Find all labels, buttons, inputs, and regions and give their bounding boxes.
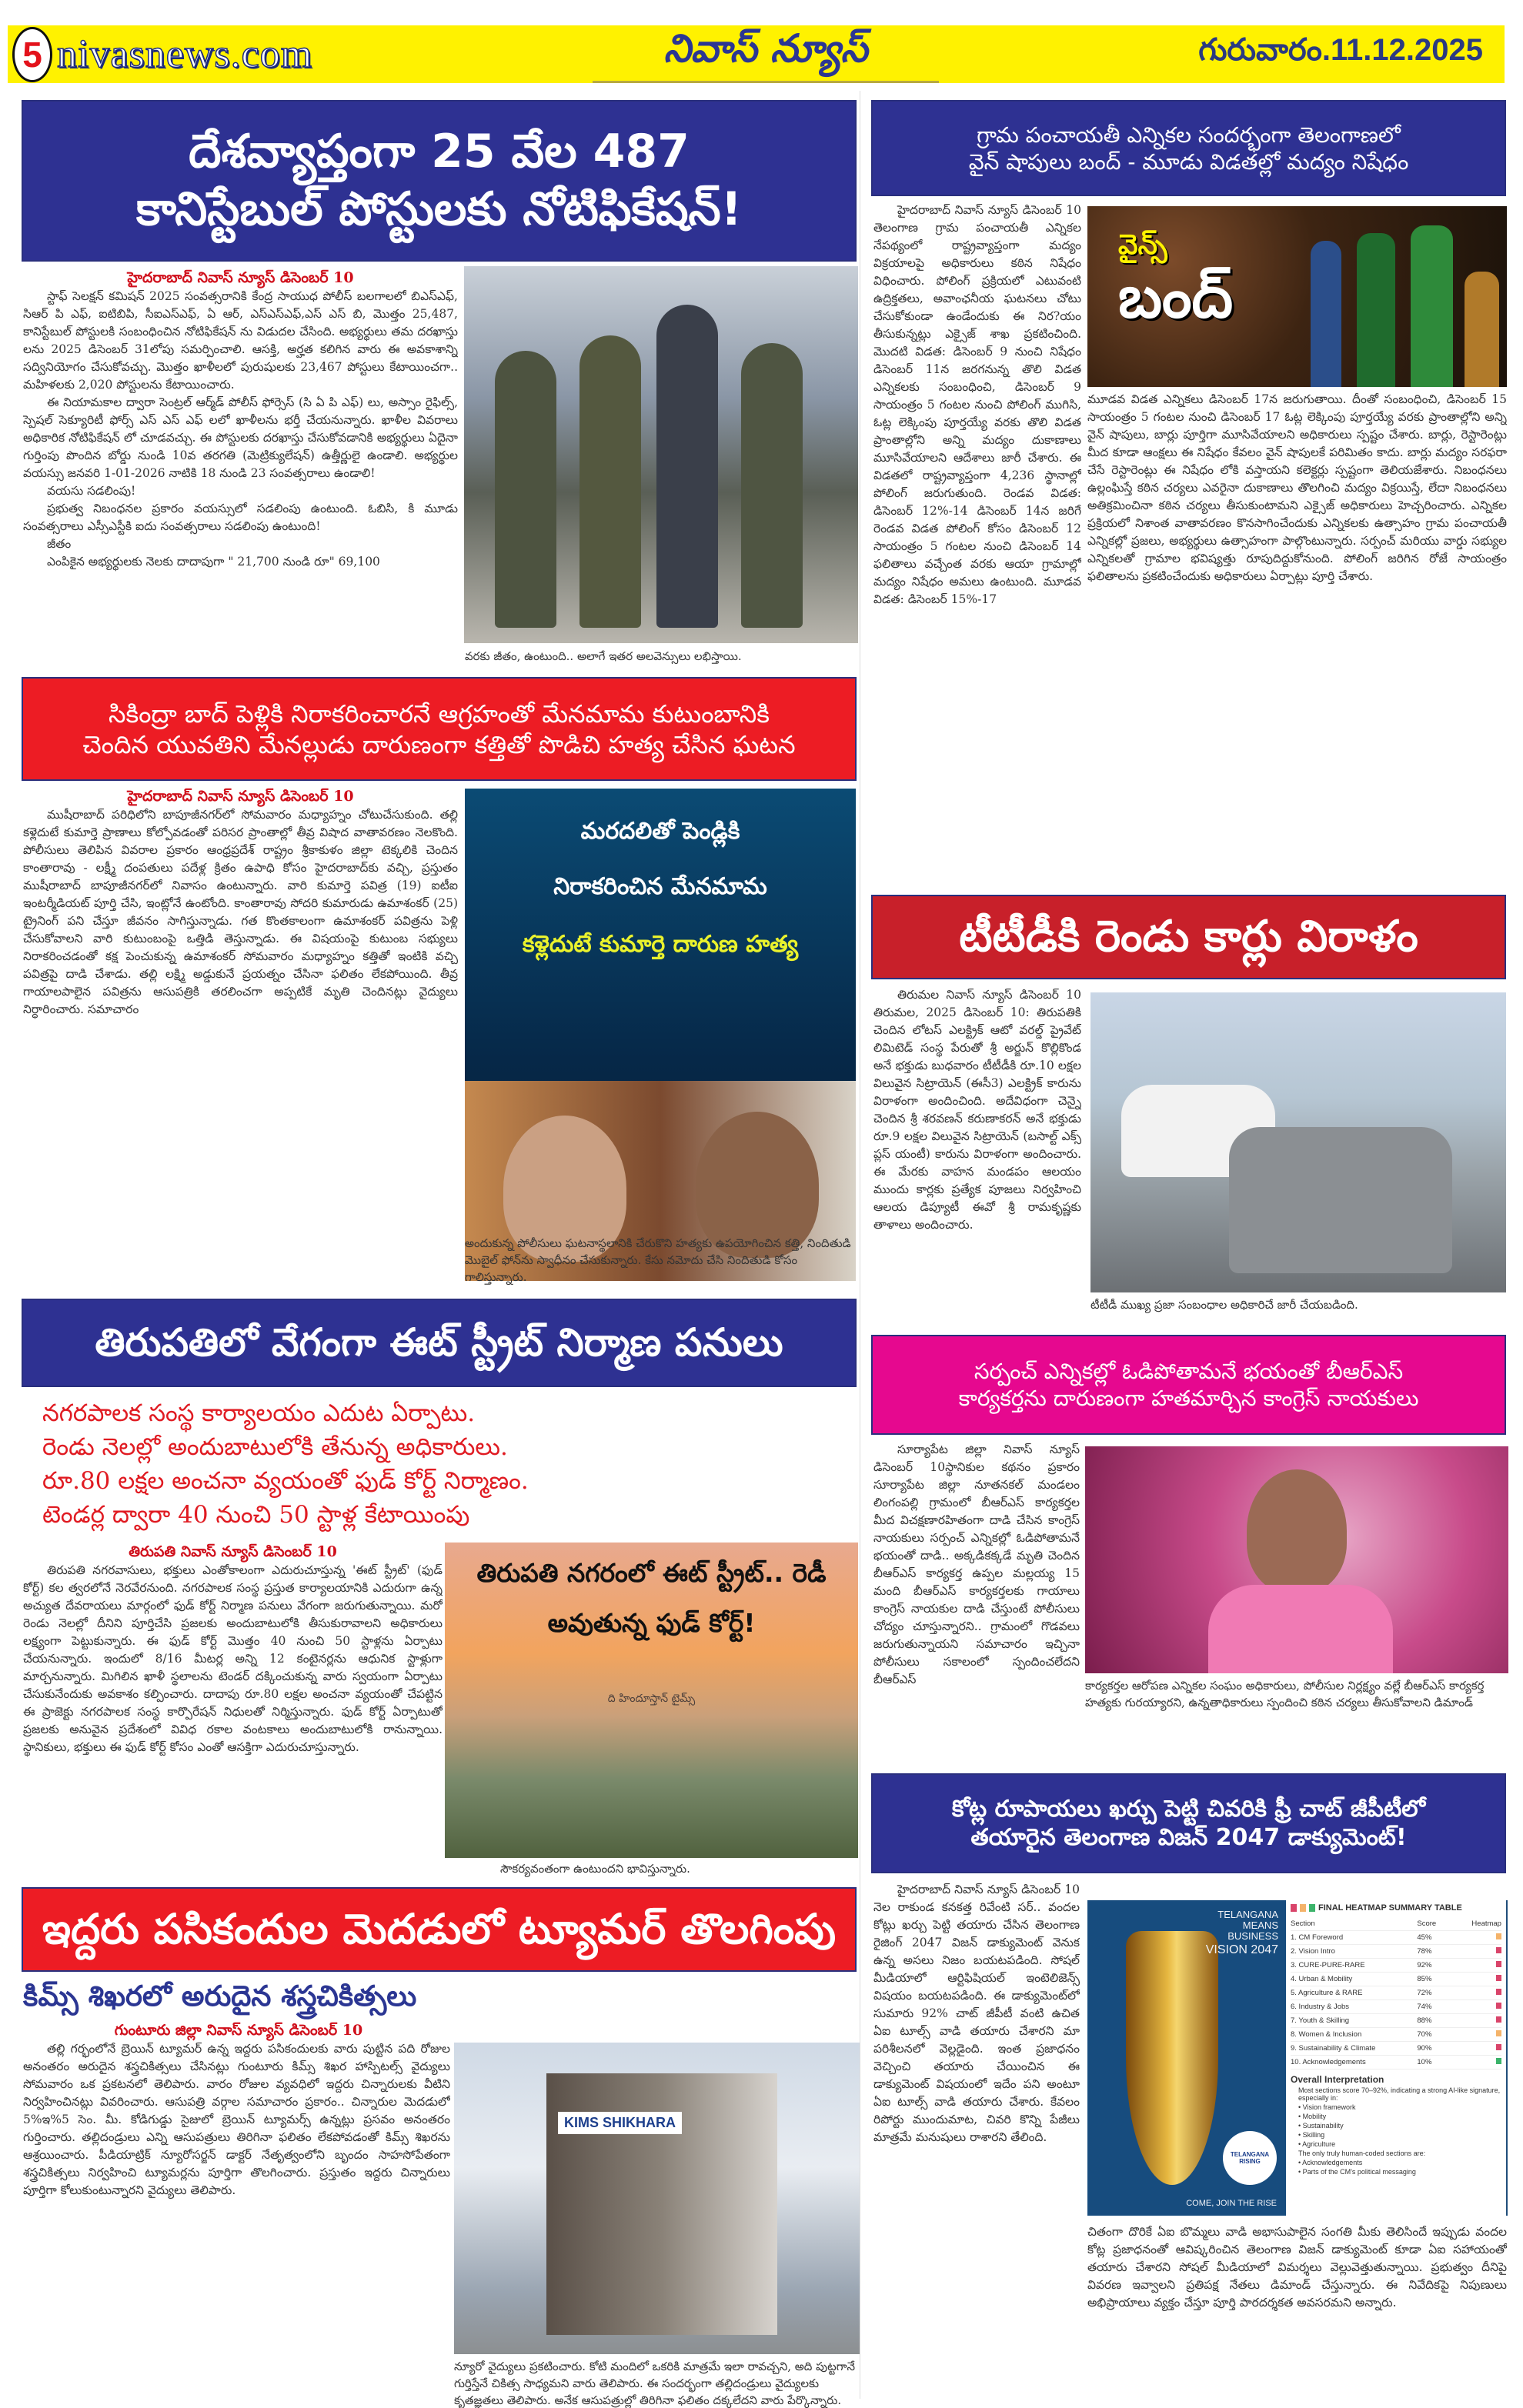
- kims-caption: న్యూరో వైద్యులు ప్రకటించారు. కోటి మందిలో ఒకరికి మాత్రమే ఇలా రావచ్చని, అది పుట్టగానే గుర్తిస్తేనే చికిత్స సాధ్యమని వారు తెలిపారు. ఈ సందర్భంగా తల్లిదండ్రులు వైద్యులకు కృతజ్ఞతలు తెలిపారు. అనేక ఆసుపత్రుల్లో తిరిగినా ఫలితం దక్కలేదని వారు పేర్కొన్నారు.: [454, 2360, 856, 2407]
- heatmap-color-swatch: [1496, 2044, 1501, 2050]
- vision-headline-line1: కోట్ల రూపాయలు ఖర్చు పెట్టి చివరికి ఫ్రీ చాట్ జీపీటీలో: [951, 1795, 1426, 1823]
- heatmap-score: 74%: [1417, 2003, 1432, 2011]
- eatstreet-subpoint: రెండు నెలల్లో అందుబాటులోకి తేనున్న అధికారులు.: [42, 1433, 508, 1461]
- eatstreet-body: [23, 1562, 443, 1877]
- heatmap-color-swatch: [1496, 1961, 1501, 1967]
- green-square-icon: [1309, 1904, 1315, 1912]
- heatmap-cell: [1459, 2044, 1501, 2053]
- sarpanch-headline: [871, 1335, 1506, 1435]
- poster-line: MEANS: [1242, 1919, 1278, 1931]
- eatstreet-para: తిరుపతి నగరవాసులు, భక్తులు ఎంతోకాలంగా ఎదురుచూస్తున్న 'ఈట్ స్ట్రీట్' (ఫుడ్ కోర్ట్) కల త్వరలోనే నెరవేరనుంది. నగరపాలక సంస్థ ప్రస్తుత కార్యాలయానికి ఎదురుగా ఉన్న అచ్యుత దేవరాయలు మార్గంలో ఫుడ్ కోర్ట్ నిర్మాణ పనులు వేగంగా జరుగుతున్నాయి. మరో రెండు నెలల్లో దీనిని పూర్తిచేసి ప్రజలకు అందుబాటులోకి తీసుకురావాలని అధికారులు లక్ష్యంగా పెట్టుకున్నారు. ఈ ఫుడ్ కోర్ట్ మొత్తం 40 నుంచి 50 స్టాళ్లను ఏర్పాటు చేయనున్నారు. ఇందులో 8/16 మీటర్ల అన్ని 12 కంటైనర్లను ఆధునిక స్టాళ్లుగా మార్చనున్నారు. మిగిలిన ఖాళీ స్థలాలను టెండర్ దక్కించుకున్న వారు స్వయంగా ఏర్పాటు చేసుకునేందుకు అవకాశం కల్పించారు. దాదాపు రూ.80 లక్షల అంచనా వ్యయంతో చేపట్టిన ఈ ప్రాజెక్టు నగరపాలక సంస్థ కార్పొరేషన్ నిధులతో నిర్మిస్తున్నారు. ఫుడ్ కోర్ట్ ఏర్పాటుతో ప్రజలకు అనువైన ప్రదేశంలో వివిధ రకాల వంటకాలు అందుబాటులోకి రానున్నాయి. స్థానికులు, భక్తులు ఈ ఫుడ్ కోర్ట్ కోసం ఎంతో ఆసక్తిగా ఎదురుచూస్తున్నారు.: [23, 1563, 443, 1754]
- heatmap-row: [1291, 1973, 1501, 1986]
- eatstreet-subpoint: టెండర్ల ద్వారా 40 నుంచి 50 స్టాళ్ల కేటాయింపు: [42, 1501, 470, 1529]
- poster-line: BUSINESS: [1227, 1930, 1278, 1942]
- interpretation-items: [1298, 2103, 1501, 2148]
- interpretation-item: • Agriculture: [1298, 2140, 1336, 2148]
- speaker-shirt: [1208, 1585, 1393, 1673]
- interpretation-item: • Sustainability: [1298, 2122, 1344, 2130]
- heatmap-col-header: Section: [1291, 1919, 1315, 1928]
- murder-headline: [22, 677, 857, 781]
- constable-para: స్టాఫ్ సెలక్షన్ కమిషన్ 2025 సంవత్సరానికి కేంద్ర సాయుధ పోలీస్ బలగాలలో బిఎస్ఎఫ్, సిఆర్ పి ఎఫ్, ఐటిబిపి, సీఐఎస్ఎఫ్, ఏ ఆర్, ఎస్ఎస్ఎఫ్,ఎస్ ఎస్ బి, మొత్తం 25,487, కానిస్టేబుల్ పోస్టులకి సంబంధించిన నోటిఫికేషన్ ను విడుదల చేసింది. అభ్యర్థులు తమ దరఖాస్తు లను 2025 డిసెంబర్ 31లోపు సమర్పించాలి. ఆసక్తి, అర్హత కలిగిన వారు ఈ అవకాశాన్ని సద్వినియోగం చేసుకోవచ్చు. మొత్తం ఖాళీలలో పురుషులకు 23,467 పోస్టులు కేటాయించగా.. మహిళలకు 2,020 పోస్టులను కేటాయించారు.: [23, 289, 458, 392]
- heatmap-section: 2. Vision Intro: [1291, 1947, 1335, 1956]
- constable-body: [23, 288, 458, 665]
- vision-headline: [871, 1773, 1506, 1873]
- bottle-graphic: [1311, 241, 1341, 387]
- issue-date: గురువారం.11.12.2025: [1198, 33, 1483, 67]
- interpretation-lead: Most sections score 70–92%, indicating a strong AI-like signature, especially in:: [1298, 2086, 1501, 2102]
- sarpanch-caption: కార్యకర్తల ఆరోపణ ఎన్నికల సంఘం అధికారులు, పోలీసుల నిర్లక్ష్యం వల్లే బీఆర్ఎస్ కార్యకర్త హత్యకు గురయ్యారని, ఉన్నతాధికారులు స్పందించి కఠిన చర్యలు తీసుకోవాలని డిమాండ్: [1085, 1679, 1485, 1709]
- masthead: [8, 25, 1505, 83]
- heatmap-score: 90%: [1417, 2044, 1432, 2053]
- heatmap-section: 4. Urban & Mobility: [1291, 1975, 1353, 1983]
- heatmap-score: 92%: [1417, 1961, 1432, 1969]
- vision-headline-line2: తయారైన తెలంగాణ విజన్ 2047 డాక్యుమెంట్!: [970, 1824, 1407, 1851]
- human-item: • Acknowledgements: [1298, 2159, 1363, 2166]
- ttd-cars-photo: [1090, 992, 1506, 1292]
- tirupati-overlay-line1: తిరుపతి నగరంలో ఈట్ స్ట్రీట్.. రెడీ: [476, 1558, 827, 1588]
- eatstreet-headline: తిరుపతిలో వేగంగా ఈట్ స్ట్రీట్ నిర్మాణ పనులు: [22, 1299, 857, 1387]
- soldier-figure: [495, 351, 556, 628]
- kims-headline: ఇద్దరు పసికందుల మెదడులో ట్యూమర్ తొలగింపు: [22, 1887, 857, 1972]
- wine-shop-photo: [1087, 206, 1507, 387]
- constable-headline: [22, 100, 857, 262]
- murder-headline-line1: సికింద్రా బాద్ పెళ్లికి నిరాకరించారనే ఆగ్రహంతో మేనమామ కుటుంబానికి: [109, 699, 770, 729]
- murder-overlay-line3: కళ్లెదుటే కుమార్తె దారుణ హత్య: [522, 931, 799, 958]
- heatmap-color-swatch: [1496, 2003, 1501, 2009]
- heatmap-color-swatch: [1496, 1933, 1501, 1939]
- vision-tagline: COME, JOIN THE RISE: [1186, 2199, 1277, 2208]
- heatmap-color-swatch: [1496, 2016, 1501, 2023]
- heatmap-summary-table: [1286, 1900, 1508, 2216]
- heatmap-color-swatch: [1496, 1989, 1501, 1995]
- heatmap-section: 9. Sustainability & Climate: [1291, 2044, 1376, 2053]
- wine-body-left: హైదరాబాద్ నివాస్ న్యూస్ డిసెంబర్ 10 తెలంగాణ గ్రామ పంచాయతీ ఎన్నికల నేపథ్యంలో రాష్ట్రవ్యాప్తంగా మద్యం విక్రయాలపై అధికారులు కఠిన నిషేధం విధించారు. పోలింగ్ ప్రక్రియలో ఎటువంటి ఉద్రిక్తతలు, అవాంఛనీయ ఘటనలు చోటు చేసుకోకుండా ఉండేందుకు ఈ నిర?యం తీసుకున్నట్లు ఎక్సైజ్ శాఖ ప్రకటించింది. మొదటి విడత: డిసెంబర్ 9 నుంచి నిషేధం డిసెంబర్ 11న జరగనున్న తొలి విడత ఎన్నికలకు సంబంధించి, డిసెంబర్ 9 సాయంత్రం 5 గంటల నుంచి పోలింగ్ ముగిసి, ఓట్ల లెక్కింపు పూర్తయ్యే వరకు తొలి విడత ప్రాంతాల్లోని అన్ని మద్యం దుకాణాలు మూసివేయాలని ఆదేశాలు జారీ చేశారు. ఈ విడతలో రాష్ట్రవ్యాప్తంగా 4,236 స్థానాల్లో పోలింగ్ జరుగుతుంది. రెండవ విడత: డిసెంబర్ 12%-14 డిసెంబర్ 14న జరిగే రెండవ విడత పోలింగ్ కోసం డిసెంబర్ 12 సాయంత్రం 5 గంటల నుంచి డిసెంబర్ 14 ఫలితాలు వచ్చేంత వరకు ఆయా గ్రామాల్లో మద్యం నిషేధం అమలు ఉంటుంది. మూడవ విడత: డిసెంబర్ 15%-17: [873, 203, 1081, 606]
- heatmap-section: 5. Agriculture & RARE: [1291, 1989, 1363, 1997]
- kims-hospital-photo: [454, 2043, 860, 2354]
- poster-line: TELANGANA: [1217, 1909, 1278, 1920]
- constable-caption: వరకు జీతం, ఉంటుంది.. అలాగే ఇతర అలవెన్సులు లభిస్తాయి.: [465, 649, 742, 663]
- heatmap-section: 10. Acknowledgements: [1291, 2058, 1366, 2066]
- wine-headline: [871, 100, 1506, 196]
- eatstreet-subpoints: [42, 1396, 735, 1532]
- heatmap-section: 6. Industry & Jobs: [1291, 2003, 1350, 2011]
- wine-overlay-small: వైన్స్: [1118, 229, 1167, 261]
- sarpanch-headline-line1: సర్పంచ్ ఎన్నికల్లో ఓడిపోతామనే భయంతో బీఆర్ఎస్: [974, 1359, 1404, 1384]
- soldier-figure: [741, 343, 803, 628]
- heatmap-color-swatch: [1496, 1975, 1501, 1981]
- heatmap-score: 85%: [1417, 1975, 1432, 1983]
- page-number-badge: 5: [12, 27, 52, 82]
- kims-body: [23, 2040, 450, 2402]
- wine-band-overlay: [1118, 229, 1234, 331]
- interpretation-item: • Skilling: [1298, 2131, 1325, 2139]
- constable-headline-line1: దేశవ్యాప్తంగా 25 వేల 487: [189, 125, 690, 178]
- heatmap-row: [1291, 2014, 1501, 2028]
- eatstreet-subpoint: నగరపాలక సంస్థ కార్యాలయం ఎదుట ఏర్పాటు.: [42, 1399, 476, 1427]
- heatmap-section: 8. Women & Inclusion: [1291, 2030, 1362, 2039]
- heatmap-row: [1291, 1959, 1501, 1973]
- ttd-caption: టీటీడీ ముఖ్య ప్రజా సంబంధాల అధికారిచే జారీ చేయబడింది.: [1090, 1298, 1358, 1312]
- heatmap-color-swatch: [1496, 2058, 1501, 2064]
- vision-body: హైదరాబాద్ నివాస్ న్యూస్ డిసెంబర్ 10 నెల రాకుండ కనకత్త రివేంటి సర్.. వందల కోట్లు ఖర్చు పెట్టి తయారు చేసిన తెలంగాణ రైజింగ్ 2047 విజన్ డాక్యుమెంట్ వెనుక ఉన్న అసలు నిజం బయటపడింది. సోషల్ మీడియాలో ఆర్టిఫిషియల్ ఇంటెలిజెన్స్ విషయం బయటపడింది. ఈ డాక్యుమెంట్‌లో సుమారు 92% చాట్ జీపీటీ వంటి ఉచిత ఏఐ టూల్స్ వాడి తయారు చేశారని మా పరిశీలనలో వెల్లడైంది. ఇంత ప్రజాధనం వెచ్చించి తయారు చేయించిన ఈ డాక్యుమెంట్ విషయంలో ఇదేం పని అంటూ ఏఐ టూల్స్ వాడి తయారు చేశారు. కేవలం రిపోర్టు ముందుమాట, చివరి కొన్ని పేజీలు మాత్రమే మనుషులు రాశారని తేలింది.: [873, 1883, 1080, 2144]
- constable-headline-line2: కానిస్టేబుల్ పోస్టులకు నోటిఫికేషన్!: [135, 182, 743, 236]
- heatmap-score: 88%: [1417, 2016, 1432, 2025]
- heatmap-cell: [1459, 1989, 1501, 1997]
- heatmap-cell: [1459, 1961, 1501, 1969]
- tirupati-photo: [445, 1543, 858, 1858]
- constable-para: ఈ నియామకాల ద్వారా సెంట్రల్ ఆర్మ్‌డ్ పోలీస్ ఫోర్సెస్ (సి ఏ పి ఎఫ్) లు, అస్సాం రైఫిల్స్, స్పెషల్ సెక్యూరిటీ ఫోర్స్ ఎస్ ఎస్ ఎఫ్ లలో ఖాళీలను భర్తీ చేయనున్నారు. ఖాళీల వివరాలు అధికారిక నోటిఫికేషన్ లో చూడవచ్చు. ఈ పోస్టులకు దరఖాస్తు చేసుకోవడానికి అభ్యర్థులు ఏదైనా గుర్తింపు పొందిన బోర్డు నుండి 10వ తరగతి (మెట్రిక్యులేషన్) ఉత్తీర్ణులై ఉండాలి. అభ్యర్థుల వయస్సు జనవరి 1-01-2026 నాటికి 18 నుండి 23 సంవత్సరాలు ఉండాలి!: [23, 395, 458, 480]
- red-square-icon: [1291, 1904, 1297, 1912]
- police-photo: [464, 266, 858, 643]
- vision-2047-poster: [1087, 1900, 1286, 2216]
- heatmap-score: 10%: [1417, 2058, 1432, 2066]
- kims-para: తల్లి గర్భంలోనే బ్రెయిన్ ట్యూమర్ ఉన్న ఇద్దరు పసికందులకు వారు పుట్టిన పది రోజుల అనంతరం అరుదైన శస్త్రచికిత్సలు చేసినట్లు గుంటూరు కిమ్స్ శిఖర హాస్పిటల్స్ వైద్యులు సోమవారం ఒక ప్రకటనలో తెలిపారు. వారం రోజుల వ్యవధిలో ఇద్దరు చిన్నారులకు వీటిని నిర్వహించినట్లు వివరించారు. ఆసుపత్రి వర్గాల సమాచారం ప్రకారం.. చిన్నారుల మెదడులో 5%ఇ%5 సెం. మీ. కోడిగుడ్డు సైజులో బ్రెయిన్ ట్యూమర్స్ ఉన్నట్లు ప్రసవం అనంతరం గుర్తించారు. తల్లిదండ్రులు ఎన్ని ఆసుపత్రులు తిరిగినా ఫలితం లేకపోవడంతో కిమ్స్ శిఖరను ఆశ్రయించారు. పీడియాట్రిక్ న్యూరోసర్జన్ డాక్టర్ నేతృత్వంలోని బృందం సాహసోపేతంగా శస్త్రచికిత్సలు నిర్వహించి ట్యూమర్లను పూర్తిగా తొలగించారు. ప్రస్తుతం ఇద్దరు చిన్నారులు పూర్తిగా కోలుకుంటున్నారని వైద్యులు తెలిపారు.: [23, 2042, 450, 2197]
- human-lead: The only truly human-coded sections are:: [1298, 2150, 1426, 2157]
- telangana-rising-badge: TELANGANA RISING: [1223, 2131, 1277, 2185]
- sarpanch-body: సూర్యాపేట జిల్లా నివాస్ న్యూస్ డిసెంబర్ 10స్థానికుల కథనం ప్రకారం సూర్యాపేట జిల్లా నూతనకల్ మండలం లింగంపల్లి గ్రామంలో బీఆర్ఎస్ కార్యకర్తల మీద విచక్షణారహితంగా దాడి చేసిన కాంగ్రెస్ నాయకులు సర్పంచ్ ఎన్నికల్లో ఓడిపోతామనే భయంతో దాడి.. అక్కడికక్కడే మృతి చెందిన బీఆర్ఎస్ కార్యకర్త ఉప్పల మల్లయ్య 15 మంది బీఆర్ఎస్ కార్యకర్తలకు గాయాలు కాంగ్రెస్ నాయకుల దాడి చేస్తుంటే పోలీసులు చోద్యం చూస్తున్నారని.. గ్రామంలో గొడవలు జరుగుతున్నాయని సమాచారం ఇచ్చినా పోలీసులు సకాలంలో స్పందించలేదని బీఆర్ఎస్: [873, 1442, 1080, 1686]
- officer-figure: [656, 305, 718, 628]
- constable-byline: హైదరాబాద్ నివాస్ న్యూస్ డిసెంబర్ 10: [127, 269, 354, 286]
- constable-para: ప్రభుత్వ నిబంధనల ప్రకారం వయస్సులో సడలింపు ఉంటుంది. ఓబిసి, కి మూడు సంవత్సరాలు ఎస్సీఎస్టీకి ఐదు సంవత్సరాలు సడలింపు ఉంటుంది!: [23, 502, 458, 533]
- interpretation-title: Overall Interpretation: [1291, 2074, 1384, 2085]
- heatmap-cell: [1459, 1975, 1501, 1983]
- politician-speech-photo: [1085, 1446, 1508, 1673]
- bottle-graphic: [1357, 233, 1395, 387]
- heatmap-row: [1291, 2000, 1501, 2014]
- bottle-graphic: [1465, 272, 1499, 387]
- heatmap-section: 7. Youth & Skilling: [1291, 2016, 1350, 2025]
- kims-byline: గుంటూరు జిల్లా నివాస్ న్యూస్ డిసెంబర్ 10: [114, 2022, 363, 2039]
- heatmap-score: 72%: [1417, 1989, 1432, 1997]
- heatmap-col-header: Heatmap: [1471, 1919, 1501, 1928]
- wine-headline-line1: గ్రామ పంచాయతీ ఎన్నికల సందర్భంగా తెలంగాణలో: [977, 122, 1401, 148]
- heatmap-row: [1291, 2042, 1501, 2056]
- vision-poster-text: [1206, 1909, 1278, 1956]
- constable-para: వయసు సడలింపు!: [47, 484, 136, 498]
- heatmap-row: [1291, 1986, 1501, 2000]
- heatmap-cell: [1459, 2030, 1501, 2039]
- masthead-left: [8, 25, 312, 83]
- sarpanch-headline-line2: కార్యకర్తను దారుణంగా హతమార్చిన కాంగ్రెస్ నాయకులు: [958, 1386, 1419, 1411]
- gandhi-tower-graphic: [1126, 1931, 1218, 2185]
- murder-para: ముషీరాబాద్ పరిధిలోని బాపూజీనగర్‌లో సోమవారం మధ్యాహ్నం చోటుచేసుకుంది. తల్లి కళ్లెదుటే కుమార్తె ప్రాణాలు కోల్పోవడంతో పరిసర ప్రాంతాల్లో తీవ్ర విషాద వాతావరణం నెలకొంది. పోలీసులు తెలిపిన వివరాల ప్రకారం ఆంధ్రప్రదేశ్ రాష్ట్రం శ్రీకాకుళం జిల్లా టెక్కలికి చెందిన కాంతారావు - లక్ష్మీ దంపతులు పదేళ్ల క్రితం ఉపాధి కోసం హైదరాబాద్‌కు వచ్చి, ప్రస్తుతం ముషీరాబాద్ బాపూజీనగర్‌లో నివాసం ఉంటున్నారు. వారి కుమార్తె పవిత్ర (19) ఐటీఐ ఇంటర్మీడియట్ పూర్తి చేసి, ఇంట్లోనే ఉంటోంది. కాంతారావు సోదరి కుమారుడు ఉమాశంకర్ (25) ట్రైనింగ్ పని చేస్తూ జీవనం సాగిస్తున్నాడు. గత కొంతకాలంగా ఉమాశంకర్ పవిత్రను పెళ్లి చేసుకోవాలని వారి కుటుంబంపై ఒత్తిడి తెస్తున్నాడు. ఈ విషయంపై కుటుంబ సభ్యులు నిరాకరించడంతో కక్ష పెంచుకున్న ఉమాశంకర్ సోమవారం మధ్యాహ్నం కత్తితో ఇంటికి వచ్చి పవిత్రపై దాడి చేశాడు. తల్లి లక్ష్మి అడ్డుకునే ప్రయత్నం చేసినా ఫలితం లేకపోయింది. తీవ్ర గాయాలపాలైన పవిత్రను ఆసుపత్రికి తరలించగా అప్పటికే మృతి చెందినట్లు వైద్యులు నిర్ధారించారు. సమాచారం: [23, 808, 458, 1016]
- tirupati-watermark: ది హిందూస్తాన్ టైమ్స్: [607, 1693, 696, 1705]
- heatmap-score: 78%: [1417, 1947, 1432, 1956]
- newspaper-title: నివాస్ న్యూస్: [593, 25, 939, 83]
- heatmap-col-header: Score: [1417, 1919, 1437, 1928]
- heatmap-title: [1291, 1903, 1501, 1913]
- site-url[interactable]: nivasnews.com: [57, 32, 313, 76]
- heatmap-header-row: [1291, 1917, 1501, 1931]
- murder-headline-line2: చెందిన యువతిని మేనల్లుడు దారుణంగా కత్తితో పొడిచి హత్య చేసిన ఘటన: [82, 729, 796, 759]
- tirupati-overlay-line2: అవుతున్న ఫుడ్ కోర్ట్!: [547, 1608, 756, 1638]
- murder-byline: హైదరాబాద్ నివాస్ న్యూస్ డిసెంబర్ 10: [127, 788, 354, 805]
- ttd-headline: టీటీడీకి రెండు కార్లు విరాళం: [871, 895, 1506, 979]
- heatmap-row: [1291, 2028, 1501, 2042]
- heatmap-cell: [1459, 2016, 1501, 2025]
- wine-overlay-big: బంద్: [1118, 262, 1234, 331]
- heatmap-cell: [1459, 2003, 1501, 2011]
- murder-caption: అందుకున్న పోలీసులు ఘటనాస్థలానికి చేరుకొని హత్యకు ఉపయోగించిన కత్తి, నిందితుడి మొబైల్ ఫోన్‌ను స్వాధీనం చేసుకున్నారు. కేసు నమోదు చేసి నిందితుడి కోసం గాలిస్తున్నారు.: [465, 1236, 851, 1284]
- interpretation-item: • Vision framework: [1298, 2103, 1356, 2111]
- interpretation-item: • Mobility: [1298, 2113, 1327, 2120]
- eatstreet-byline: తిరుపతి నివాస్ న్యూస్ డిసెంబర్ 10: [129, 1543, 337, 1560]
- eatstreet-caption: సౌకర్యవంతంగా ఉంటుందని భావిస్తున్నారు.: [500, 1862, 690, 1876]
- heatmap-row: [1291, 1931, 1501, 1945]
- human-item: • Parts of the CM's political messaging: [1298, 2168, 1416, 2176]
- kims-logo: KIMS SHIKHARA: [558, 2112, 682, 2134]
- murder-overlay-line2: నిరాకరించిన మేనమామ: [553, 873, 767, 900]
- heatmap-rows: [1291, 1931, 1501, 2069]
- heatmap-cell: [1459, 1933, 1501, 1942]
- wine-headline-line2: వైన్ షాపులు బంద్ - మూడు విడతల్లో మద్యం నిషేధం: [968, 148, 1409, 175]
- interpretation-list: [1291, 2086, 1501, 2176]
- heatmap-cell: [1459, 1947, 1501, 1956]
- heatmap-title-text: FINAL HEATMAP SUMMARY TABLE: [1318, 1903, 1462, 1913]
- speaker-figure: [1247, 1469, 1347, 1593]
- ttd-body: తిరుమల నివాస్ న్యూస్ డిసెంబర్ 10 తిరుమల, 2025 డిసెంబర్ 10: తిరుపతికి చెందిన లోటస్ ఎలక్ట్రిక్ ఆటో వరల్డ్ ప్రైవేట్ లిమిటెడ్ సంస్థ పేరుతో శ్రీ అర్జున్ కొల్లికొండ అనే భక్తుడు బుధవారం టీటీడీకి రూ.10 లక్షల విలువైన సిట్రాయెన్ (ఈసీ3) ఎలక్ట్రిక్ కారును విరాళంగా అందించింది. అదేవిధంగా చెన్నై చెందిన శ్రీ శరవణన్ కరుణాకరన్ అనే భక్తుడు రూ.9 లక్షల విలువైన సిట్రాయెన్ (బసాల్ట్ ఎక్స్ ప్లస్ యంటీ) కారును విరాళంగా అందించారు. ఈ మేరకు వాహన మండపం ఆలయం ముందు కార్లకు ప్రత్యేక పూజలు నిర్వహించి ఆలయ డిప్యూటీ ఈవో శ్రీ రామకృష్ణకు తాళాలు అందించారు.: [873, 988, 1081, 1232]
- vision-body-bottom: చితంగా దొరికే ఏఐ బొమ్మలు వాడి అభాసుపాలైన సంగతి మీకు తెలిసిందే ఇప్పుడు వందల కోట్ల ప్రజాధనంతో ఆవిష్కరించిన తెలంగాణ విజన్ డాక్యుమెంట్ కూడా ఏఐ సహాయంతో తయారు చేశారని సోషల్ మీడియాలో విమర్శలు వెల్లువెత్తుతున్నాయి. ప్రభుత్వం దీనిపై వివరణ ఇవ్వాలని ప్రతిపక్ష నేతలు డిమాండ్ చేస్తున్నారు. ఈ నివేదికపై నిపుణులు అభిప్రాయాలు వ్యక్తం చేస్తూ పూర్తి పారదర్శకత అవసరమని అన్నారు.: [1087, 2225, 1507, 2310]
- heatmap-score: 70%: [1417, 2030, 1432, 2039]
- heatmap-color-swatch: [1496, 2030, 1501, 2036]
- wine-body-right: మూడవ విడత ఎన్నికలు డిసెంబర్ 17న జరుగుతాయి. దీంతో సంబంధించి, డిసెంబర్ 15 సాయంత్రం 5 గంటల నుంచి డిసెంబర్ 17 ఓట్ల లెక్కింపు పూర్తయ్యే వరకు ప్రాంతాల్లోని అన్ని వైన్ షాపులు, బార్లు పూర్తిగా మూసివేయాలని అధికారులు స్పష్టం చేశారు. బార్లు, రెస్టారెంట్లు మీద కూడా ఆంక్షలు ఈ నిషేధం కేవలం వైన్ షాపులకే పరిమితం కాదు. బార్లు మద్యం సరఫరా చేసే రెస్టారెంట్లు ఈ నిషేధం లోకి వస్తాయని కలెక్టర్లు స్పష్టంగా తెలియజేశారు. నిబంధనలు ఉల్లంఘిస్తే కఠిన చర్యలు ఎవరైనా దుకాణాలు తొలగించి మద్యం విక్రయిస్తే, లేదా నిబంధనలు అతిక్రమించినా కఠిన చర్యలు తీసుకుంటామని ఎక్సైజ్ అధికారులు హెచ్చరించారు. ఎన్నికల ప్రక్రియలో నిశాంత వాతావరణం కొనసాగించేందుకు ఎన్నికలకు ఉత్సాహం గ్రామ పంచాయతీ ఎన్నికల్లో ప్రజలు, అభ్యర్థులు ఉత్సాహంగా పాల్గొంటున్నారు. సర్పంచ్ మరియు వార్డు సభ్యుల ఎన్నికలతో గ్రామాల భవిష్యత్తు రూపుదిద్దుకోనుంది. పోలింగ్ జరిగిన రోజే సాయంత్రం ఫలితాలను ప్రకటించేందుకు అధికారులు ఏర్పాట్లు పూర్తి చేశారు.: [1087, 392, 1507, 583]
- orange-square-icon: [1300, 1904, 1306, 1912]
- murder-overlay-line1: మరదలితో పెండ్లికి: [580, 818, 740, 845]
- heatmap-section: 1. CM Foreword: [1291, 1933, 1344, 1942]
- soldier-figure: [579, 335, 641, 628]
- constable-para: ఎంపికైన అభ్యర్థులకు నెలకు దాదాపుగా " 21,700 నుండి రూ" 69,100: [47, 555, 380, 569]
- bottle-graphic: [1411, 225, 1453, 387]
- heatmap-section: 3. CURE-PURE-RARE: [1291, 1961, 1365, 1969]
- heatmap-score: 45%: [1417, 1933, 1432, 1942]
- eatstreet-subpoint: రూ.80 లక్షల అంచనా వ్యయంతో ఫుడ్ కోర్ట్ నిర్మాణం.: [42, 1467, 529, 1495]
- murder-photo: [465, 789, 856, 1281]
- heatmap-row: [1291, 2056, 1501, 2069]
- grey-car: [1229, 1127, 1452, 1273]
- heatmap-row: [1291, 1945, 1501, 1959]
- human-items: [1298, 2159, 1501, 2176]
- poster-line: VISION 2047: [1205, 1943, 1278, 1956]
- heatmap-cell: [1459, 2058, 1501, 2066]
- constable-para: జీతం: [47, 537, 72, 551]
- heatmap-color-swatch: [1496, 1947, 1501, 1953]
- murder-body: [23, 806, 458, 1279]
- kims-subheadline: కిమ్స్ శిఖరలో అరుదైన శస్త్రచికిత్సలు: [23, 1979, 417, 2013]
